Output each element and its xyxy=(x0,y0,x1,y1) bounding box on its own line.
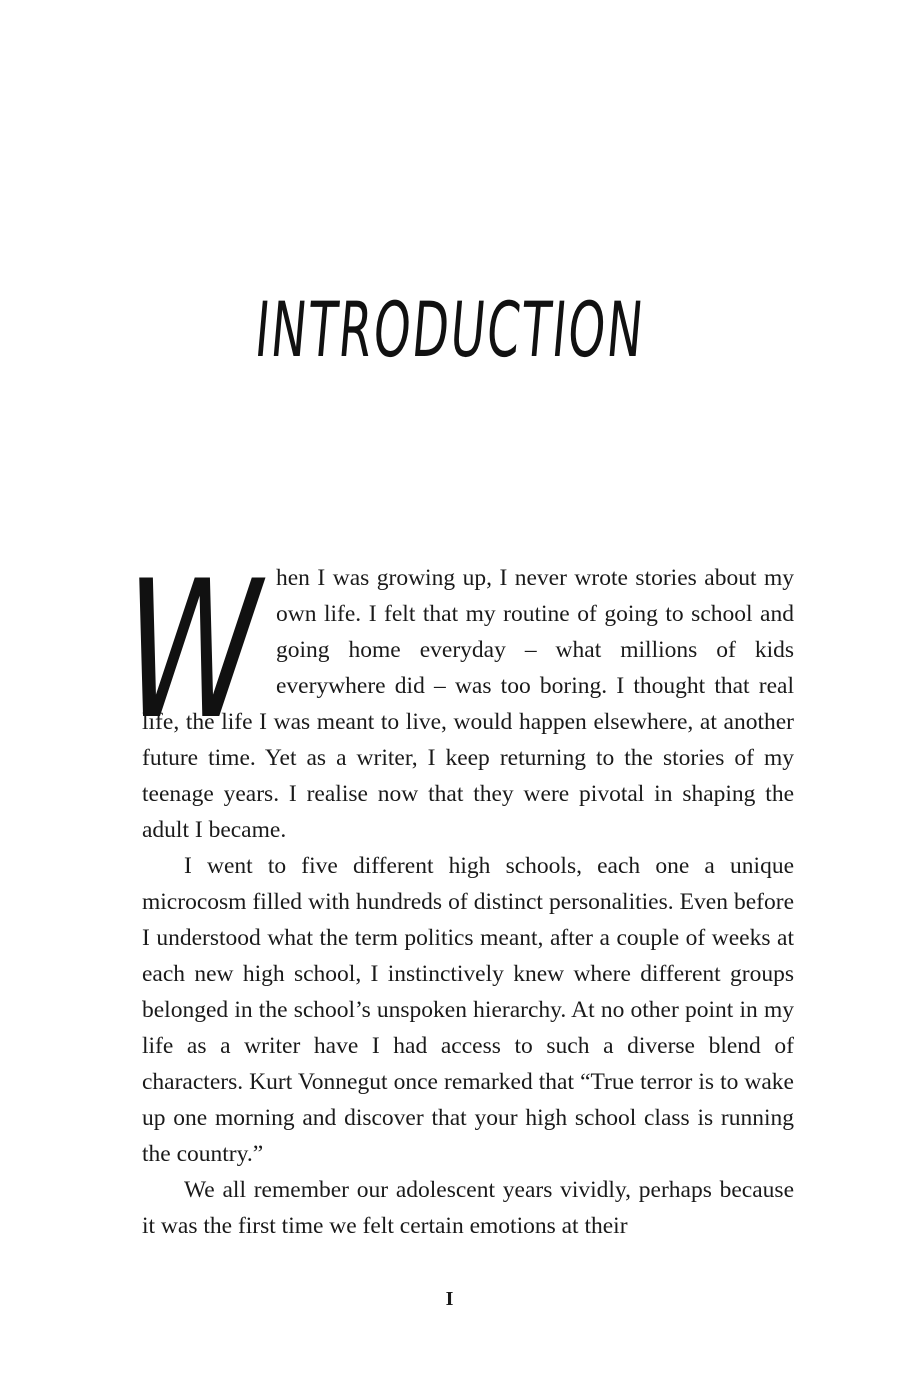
paragraph-1 xyxy=(106,540,794,848)
paragraph-3: We all remember our adolescent years vividly, perhaps because it was the first time we felt certain emotions at their xyxy=(142,1177,794,1239)
drop-cap: W xyxy=(106,540,276,761)
chapter-title: INTRODUCTION xyxy=(251,285,649,374)
page-number: I xyxy=(445,1288,455,1310)
body-text xyxy=(106,540,794,1244)
paragraph-1-text: hen I was growing up, I never wrote stories about my own life. I felt that my routine of going to school and going home everyday – what millions of kids everywhere did – was too boring. I thought that real life, the life I was meant to live, would happen elsewhere, at another future time. Yet as a writer, I keep returning to the stories of my teenage years. I realise now that they were pivotal in shaping the adult I became. xyxy=(142,565,794,843)
paragraph-2: I went to five different high schools, each one a unique microcosm filled with hundreds of distinct personalities. Even before I understood what the term politics meant, after a couple of weeks at each new high school, I instinctively knew where different groups belonged in the school’s unspoken hierarchy. At no other point in my life as a writer have I had access to such a diverse blend of characters. Kurt Vonnegut once remarked that “True terror is to wake up one morning and discover that your high school class is running the country.” xyxy=(142,853,794,1167)
drop-cap-box xyxy=(106,540,276,761)
